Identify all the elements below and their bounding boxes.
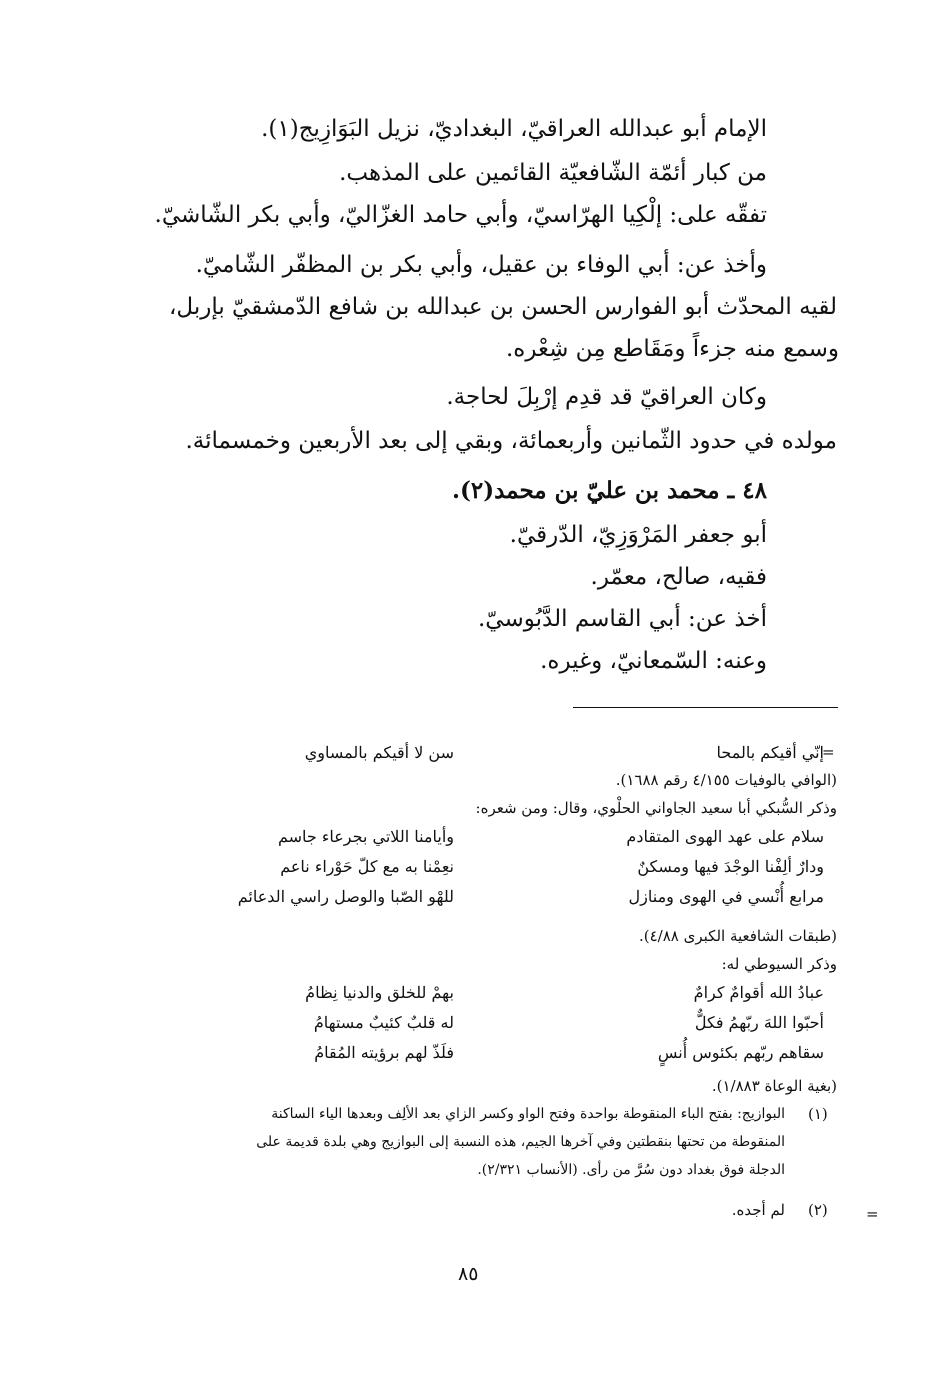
main-line-7: وكان العراقيّ قد قدِم إرْبِلَ لحاجة. <box>446 384 767 410</box>
verse3-2-second: له قلبٌ كئيبٌ مستهامُ <box>313 1013 454 1032</box>
footnote-1-number: (١) <box>808 1105 828 1123</box>
verse3-2-first: أحبّوا اللهَ ربّهمُ فكلٌّ <box>694 1013 824 1032</box>
verse2-1-second: وأيامنا اللاتي بجرعاء جاسم <box>277 827 454 846</box>
main-line-8: مولده في حدود الثّمانين وأربعمائة، وبقي إلى بعد الأربعين وخمسمائة. <box>185 428 837 454</box>
verse1-first-hemistich: إنّي أقيكم بالمحا <box>716 743 824 762</box>
main-line-11: فقيه، صالح، معمّر. <box>590 564 767 590</box>
footnote-2-text: لم أجده. <box>731 1201 785 1219</box>
verse2-3-first: مرابع أُنْسي في الهوى ومنازل <box>628 887 824 906</box>
verse2-2-first: ودارٌ ألِفْنا الوجْدَ فيها ومسكنٌ <box>637 857 824 876</box>
footnote-1-line-3: الدجلة فوق بغداد دون سُرَّ من رأى. (الأنساب ٢/٣٢١). <box>477 1162 785 1178</box>
source-1: (الوافي بالوفيات ٤/١٥٥ رقم ١٦٨٨). <box>615 771 837 789</box>
footnote-2-continuation-marker: = <box>866 1205 879 1223</box>
verse2-2-second: نعِمْنا به مع كلّ حَوْراء ناعم <box>280 857 454 876</box>
verse3-3-first: سقاهم ربّهم بكئوس أُنسٍ <box>657 1043 824 1062</box>
verse3-1-first: عبادُ الله أقوامٌ كرامٌ <box>693 983 824 1002</box>
main-line-13: وعنه: السّمعانيّ، وغيره. <box>540 648 767 674</box>
page-number: ٨٥ <box>458 1263 479 1285</box>
main-line-10: أبو جعفر المَرْوَزِيّ، الدّرقيّ. <box>509 522 767 548</box>
verse3-1-second: بهمْ للخلق والدنيا نِظامُ <box>305 983 454 1002</box>
source-3: (بغية الوعاة ١/٨٨٣). <box>711 1077 837 1095</box>
main-line-2: من كبار أئمّة الشّافعيّة القائمين على المذهب. <box>339 160 767 186</box>
verse2-3-second: للهْو الصّبا والوصل راسي الدعائم <box>237 887 454 906</box>
verse3-3-second: فلَذّ لهم برؤيته المُقامُ <box>314 1043 454 1062</box>
continuation-marker: = <box>822 743 835 761</box>
verse1-second-hemistich: سن لا أقيكم بالمساوي <box>304 743 454 762</box>
main-line-4: وأخذ عن: أبي الوفاء بن عقيل، وأبي بكر بن المظفّر الشّاميّ. <box>195 252 767 278</box>
verse2-1-first: سلام على عهد الهوى المتقادم <box>626 827 824 846</box>
footnote-separator <box>573 707 838 708</box>
intro-2: وذكر السُّبكي أبا سعيد الجاواني الحلْوي، وقال: ومن شعره: <box>475 799 837 817</box>
main-line-6: وسمع منه جزءاً ومَقَاطع مِن شِعْره. <box>505 336 839 362</box>
main-line-3: تفقّه على: إلْكِيا الهرّاسيّ، وأبي حامد الغزّاليّ، وأبي بكر الشّاشيّ. <box>154 202 767 228</box>
main-line-5: لقيه المحدّث أبو الفوارس الحسن بن عبدالله بن شافع الدّمشقيّ بإربل، <box>168 294 837 320</box>
main-line-1: الإمام أبو عبدالله العراقيّ، البغداديّ، نزيل البَوَازِيج(١). <box>261 116 767 142</box>
main-line-12: أخذ عن: أبي القاسم الدَّبُوسيّ. <box>478 606 767 632</box>
footnote-2-number: (٢) <box>808 1201 828 1219</box>
footnote-1-line-2: المنقوطة من تحتها بنقطتين وفي آخرها الجيم، هذه النسبة إلى البوازيج وهي بلدة قديمة على <box>256 1134 785 1150</box>
source-2: (طبقات الشافعية الكبرى ٤/٨٨). <box>639 927 837 945</box>
footnote-1-line-1: البوازيج: بفتح الباء المنقوطة بواحدة وفتح الواو وكسر الزاي بعد الألِف وبعدها الياء الساكنة <box>271 1106 785 1122</box>
entry-heading: ٤٨ ـ محمد بن عليّ بن محمد(٢). <box>451 477 767 504</box>
intro-3: وذكر السيوطي له: <box>721 955 837 973</box>
